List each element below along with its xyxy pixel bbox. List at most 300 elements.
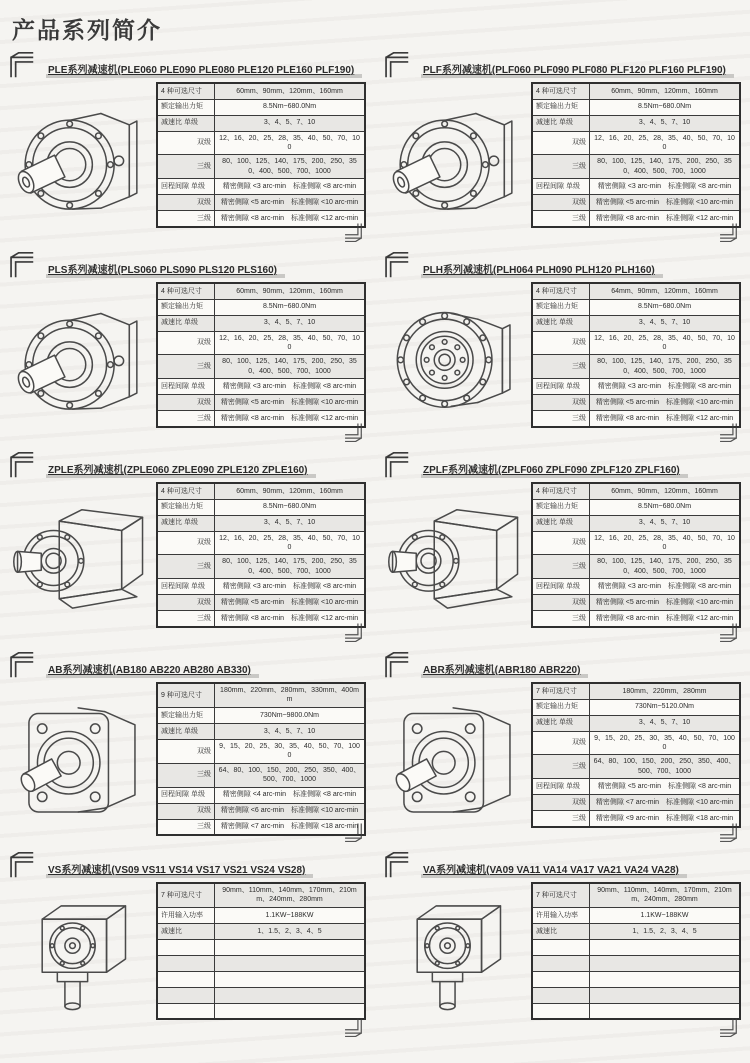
spec-label: 回程间隙 单级	[157, 579, 215, 595]
spec-value	[215, 939, 366, 955]
spec-value: 60mm、90mm、120mm、160mm	[215, 483, 366, 499]
spec-row	[532, 955, 740, 971]
spec-value: 精密侧隙 <3 arc-min 标准侧隙 <8 arc-min	[215, 179, 366, 195]
spec-row	[532, 683, 740, 699]
spec-label	[532, 939, 590, 955]
spec-row	[532, 331, 740, 355]
spec-value: 80、100、125、140、175、200、250、350、400、500、700、1000	[215, 355, 366, 379]
spec-row	[532, 355, 740, 379]
corner-mark-icon	[718, 423, 740, 442]
spec-value: 180mm、220mm、280mm、330mm、400mm	[215, 683, 366, 707]
spec-row	[532, 155, 740, 179]
spec-value: 精密侧隙 <8 arc-min 标准侧隙 <12 arc-min	[215, 211, 366, 227]
spec-label: 三级	[157, 763, 215, 787]
sections-grid	[0, 44, 750, 1039]
corner-mark-icon	[343, 623, 365, 642]
spec-label: 双级	[532, 195, 590, 211]
spec-value	[590, 971, 741, 987]
spec-value	[590, 955, 741, 971]
spec-value: 8.5Nm~680.0Nm	[590, 99, 741, 115]
corner-mark-icon	[718, 1018, 740, 1037]
section-header	[381, 44, 746, 78]
spec-label	[532, 955, 590, 971]
spec-label: 额定输出力矩	[532, 299, 590, 315]
spec-row	[532, 195, 740, 211]
corner-ornament-icon	[6, 852, 36, 878]
spec-label: 双级	[532, 131, 590, 155]
spec-table	[531, 682, 741, 828]
spec-row	[157, 579, 365, 595]
spec-value: 精密侧隙 <4 arc-min 标准侧隙 <8 arc-min	[215, 787, 366, 803]
corner-ornament-icon	[6, 52, 36, 78]
spec-table	[156, 482, 366, 628]
spec-label: 回程间隙 单级	[532, 179, 590, 195]
section-zple	[0, 444, 375, 644]
corner-mark-icon	[718, 223, 740, 242]
series-title: PLS系列减速机(PLS060 PLS090 PLS120 PLS160)	[46, 261, 285, 278]
gearbox-drawing	[381, 280, 531, 435]
spec-value: 12、16、20、25、28、35、40、50、70、100	[590, 331, 741, 355]
spec-label: 减速比 单级	[532, 715, 590, 731]
gearbox-drawing	[381, 680, 531, 835]
section-header	[381, 444, 746, 478]
spec-value	[215, 971, 366, 987]
gearbox-drawing	[6, 880, 156, 1035]
spec-row	[532, 131, 740, 155]
spec-value: 精密侧隙 <7 arc-min 标准侧隙 <18 arc-min	[215, 819, 366, 835]
spec-value: 3、4、5、7、10	[215, 315, 366, 331]
spec-row	[157, 739, 365, 763]
spec-label: 回程间隙 单级	[157, 379, 215, 395]
spec-value: 精密侧隙 <3 arc-min 标准侧隙 <8 arc-min	[590, 579, 741, 595]
spec-label: 4 种可选尺寸	[532, 83, 590, 99]
spec-value: 1、1.5、2、3、4、5	[215, 923, 366, 939]
spec-label: 回程间隙 单级	[157, 179, 215, 195]
series-title: PLE系列减速机(PLE060 PLE090 PLE080 PLE120 PLE160 PLF190)	[46, 61, 362, 78]
spec-value: 80、100、125、140、175、200、250、350、400、500、700、1000	[590, 155, 741, 179]
spec-row	[157, 595, 365, 611]
spec-table	[156, 882, 366, 1020]
spec-value: 60mm、90mm、120mm、160mm	[590, 83, 741, 99]
spec-value: 精密侧隙 <9 arc-min 标准侧隙 <18 arc-min	[590, 811, 741, 827]
section-header	[381, 644, 746, 678]
spec-row	[157, 763, 365, 787]
section-header	[6, 844, 371, 878]
section-ab	[0, 644, 375, 844]
section-header	[381, 844, 746, 878]
spec-row	[532, 283, 740, 299]
spec-value: 精密侧隙 <3 arc-min 标准侧隙 <8 arc-min	[215, 579, 366, 595]
spec-label: 三级	[532, 355, 590, 379]
spec-row	[532, 115, 740, 131]
spec-row	[157, 115, 365, 131]
spec-value	[215, 1003, 366, 1019]
spec-label: 三级	[157, 819, 215, 835]
spec-table	[156, 82, 366, 228]
spec-row	[532, 883, 740, 907]
section-body	[6, 80, 371, 235]
spec-label	[157, 987, 215, 1003]
series-title: PLH系列减速机(PLH064 PLH090 PLH120 PLH160)	[421, 261, 663, 278]
section-body	[6, 280, 371, 435]
spec-label: 回程间隙 单级	[157, 787, 215, 803]
corner-mark-icon	[343, 823, 365, 842]
spec-row	[157, 355, 365, 379]
section-header	[6, 644, 371, 678]
section-vs	[0, 844, 375, 1039]
section-body	[381, 80, 746, 235]
corner-ornament-icon	[381, 52, 411, 78]
spec-label: 三级	[532, 555, 590, 579]
corner-mark-icon	[343, 423, 365, 442]
spec-row	[532, 211, 740, 227]
spec-row	[532, 907, 740, 923]
series-title: VS系列减速机(VS09 VS11 VS14 VS17 VS21 VS24 VS28)	[46, 861, 313, 878]
spec-value: 3、4、5、7、10	[215, 515, 366, 531]
spec-row	[532, 395, 740, 411]
spec-value: 精密侧隙 <5 arc-min 标准侧隙 <10 arc-min	[590, 395, 741, 411]
spec-row	[532, 299, 740, 315]
spec-row	[532, 731, 740, 755]
spec-row	[157, 955, 365, 971]
spec-value: 精密侧隙 <5 arc-min 标准侧隙 <10 arc-min	[215, 195, 366, 211]
spec-value: 3、4、5、7、10	[590, 715, 741, 731]
corner-mark-icon	[718, 823, 740, 842]
spec-label: 三级	[532, 155, 590, 179]
spec-row	[532, 531, 740, 555]
spec-row	[157, 483, 365, 499]
spec-table	[531, 882, 741, 1020]
spec-row	[157, 499, 365, 515]
spec-label: 4 种可选尺寸	[532, 283, 590, 299]
spec-row	[157, 283, 365, 299]
spec-value: 8.5Nm~680.0Nm	[215, 299, 366, 315]
spec-label	[532, 971, 590, 987]
spec-value: 8.5Nm~680.0Nm	[590, 299, 741, 315]
gearbox-drawing	[381, 80, 531, 235]
spec-label: 额定输出力矩	[532, 499, 590, 515]
spec-value: 90mm、110mm、140mm、170mm、210mm、240mm、280mm	[215, 883, 366, 907]
spec-label: 9 种可选尺寸	[157, 683, 215, 707]
spec-value	[590, 987, 741, 1003]
section-header	[6, 44, 371, 78]
spec-row	[157, 555, 365, 579]
spec-label: 减速比	[532, 923, 590, 939]
spec-value: 精密侧隙 <8 arc-min 标准侧隙 <12 arc-min	[215, 411, 366, 427]
spec-row	[157, 707, 365, 723]
spec-label: 双级	[532, 395, 590, 411]
spec-value: 64、80、100、150、200、250、350、400、500、700、1000	[215, 763, 366, 787]
spec-value: 730Nm~9800.0Nm	[215, 707, 366, 723]
spec-row	[532, 971, 740, 987]
gearbox-drawing	[6, 480, 156, 635]
spec-table	[531, 282, 741, 428]
spec-label: 4 种可选尺寸	[157, 83, 215, 99]
spec-value: 60mm、90mm、120mm、160mm	[590, 483, 741, 499]
corner-ornament-icon	[381, 652, 411, 678]
spec-row	[157, 939, 365, 955]
spec-row	[532, 579, 740, 595]
spec-value	[590, 939, 741, 955]
spec-label: 额定输出力矩	[157, 299, 215, 315]
spec-row	[532, 987, 740, 1003]
spec-table	[531, 482, 741, 628]
spec-value: 80、100、125、140、175、200、250、350、400、500、700、1000	[215, 155, 366, 179]
spec-label: 减速比 单级	[532, 315, 590, 331]
spec-label	[532, 987, 590, 1003]
spec-label: 双级	[157, 395, 215, 411]
spec-label: 减速比 单级	[157, 515, 215, 531]
corner-mark-icon	[343, 223, 365, 242]
spec-value: 精密侧隙 <8 arc-min 标准侧隙 <12 arc-min	[590, 411, 741, 427]
section-plf	[375, 44, 750, 244]
gearbox-drawing	[381, 880, 531, 1035]
spec-label: 双级	[157, 739, 215, 763]
spec-label: 三级	[157, 611, 215, 627]
spec-label: 7 种可选尺寸	[157, 883, 215, 907]
section-body	[6, 480, 371, 635]
spec-label: 三级	[532, 811, 590, 827]
spec-value: 精密侧隙 <7 arc-min 标准侧隙 <10 arc-min	[590, 795, 741, 811]
section-body	[381, 880, 746, 1035]
spec-value: 730Nm~5120.0Nm	[590, 699, 741, 715]
corner-mark-icon	[718, 623, 740, 642]
spec-label: 双级	[157, 803, 215, 819]
spec-label	[157, 1003, 215, 1019]
section-zplf	[375, 444, 750, 644]
spec-label: 许用输入功率	[157, 907, 215, 923]
spec-value: 1.1KW~188KW	[590, 907, 741, 923]
spec-row	[157, 971, 365, 987]
spec-label: 三级	[532, 611, 590, 627]
series-title: AB系列减速机(AB180 AB220 AB280 AB330)	[46, 661, 259, 678]
spec-label: 7 种可选尺寸	[532, 683, 590, 699]
spec-value: 60mm、90mm、120mm、160mm	[215, 83, 366, 99]
spec-row	[157, 331, 365, 355]
spec-label	[157, 971, 215, 987]
spec-row	[157, 131, 365, 155]
section-body	[381, 480, 746, 635]
series-title: ZPLF系列减速机(ZPLF060 ZPLF090 ZPLF120 ZPLF160)	[421, 461, 688, 478]
spec-row	[157, 299, 365, 315]
spec-row	[532, 555, 740, 579]
spec-row	[532, 411, 740, 427]
spec-row	[157, 515, 365, 531]
spec-row	[532, 755, 740, 779]
spec-value: 80、100、125、140、175、200、250、350、400、500、700、1000	[215, 555, 366, 579]
spec-value: 精密侧隙 <8 arc-min 标准侧隙 <12 arc-min	[590, 211, 741, 227]
spec-label: 三级	[532, 411, 590, 427]
spec-label: 回程间隙 单级	[532, 379, 590, 395]
section-va	[375, 844, 750, 1039]
spec-row	[157, 611, 365, 627]
section-header	[381, 244, 746, 278]
spec-value: 3、4、5、7、10	[590, 115, 741, 131]
spec-label: 额定输出力矩	[157, 499, 215, 515]
spec-value: 精密侧隙 <5 arc-min 标准侧隙 <10 arc-min	[215, 595, 366, 611]
section-body	[381, 280, 746, 435]
spec-label	[532, 1003, 590, 1019]
spec-label: 三级	[157, 555, 215, 579]
spec-row	[157, 987, 365, 1003]
section-body	[6, 680, 371, 836]
spec-row	[157, 907, 365, 923]
spec-label: 三级	[157, 211, 215, 227]
spec-label: 双级	[157, 595, 215, 611]
page-title: 产品系列简介	[12, 17, 162, 43]
spec-row	[157, 195, 365, 211]
corner-ornament-icon	[6, 452, 36, 478]
spec-value: 精密侧隙 <6 arc-min 标准侧隙 <10 arc-min	[215, 803, 366, 819]
spec-row	[157, 803, 365, 819]
spec-row	[532, 1003, 740, 1019]
spec-row	[157, 723, 365, 739]
spec-label: 减速比	[157, 923, 215, 939]
spec-value: 60mm、90mm、120mm、160mm	[215, 283, 366, 299]
spec-row	[532, 515, 740, 531]
spec-label: 额定输出力矩	[532, 699, 590, 715]
spec-value: 8.5Nm~680.0Nm	[215, 499, 366, 515]
spec-row	[532, 595, 740, 611]
gearbox-drawing	[381, 480, 531, 635]
spec-row	[532, 483, 740, 499]
spec-label: 回程间隙 单级	[532, 779, 590, 795]
spec-label: 减速比 单级	[157, 115, 215, 131]
corner-ornament-icon	[381, 452, 411, 478]
spec-row	[532, 315, 740, 331]
spec-value: 精密侧隙 <5 arc-min 标准侧隙 <10 arc-min	[215, 395, 366, 411]
spec-label: 双级	[532, 795, 590, 811]
section-plh	[375, 244, 750, 444]
spec-value	[215, 987, 366, 1003]
spec-value: 精密侧隙 <3 arc-min 标准侧隙 <8 arc-min	[215, 379, 366, 395]
spec-label	[157, 955, 215, 971]
spec-value: 精密侧隙 <3 arc-min 标准侧隙 <8 arc-min	[590, 179, 741, 195]
spec-value: 精密侧隙 <5 arc-min 标准侧隙 <10 arc-min	[590, 595, 741, 611]
spec-label: 额定输出力矩	[157, 707, 215, 723]
spec-label: 双级	[532, 731, 590, 755]
spec-row	[532, 779, 740, 795]
section-body	[381, 680, 746, 835]
section-body	[6, 880, 371, 1035]
section-header	[6, 244, 371, 278]
spec-label: 三级	[157, 155, 215, 179]
spec-value: 12、16、20、25、28、35、40、50、70、100	[590, 531, 741, 555]
spec-label: 三级	[532, 755, 590, 779]
spec-label: 双级	[532, 531, 590, 555]
spec-row	[532, 939, 740, 955]
spec-value: 9、15、20、25、30、35、40、50、70、1000	[215, 739, 366, 763]
spec-row	[157, 179, 365, 195]
spec-value: 3、4、5、7、10	[215, 115, 366, 131]
spec-row	[157, 923, 365, 939]
spec-row	[157, 315, 365, 331]
spec-value: 1.1KW~188KW	[215, 907, 366, 923]
spec-label: 三级	[157, 355, 215, 379]
spec-label: 双级	[532, 331, 590, 355]
section-pls	[0, 244, 375, 444]
series-title: ABR系列减速机(ABR180 ABR220)	[421, 661, 588, 678]
gearbox-drawing	[6, 680, 156, 835]
spec-value: 80、100、125、140、175、200、250、350、400、500、700、1000	[590, 555, 741, 579]
spec-row	[532, 379, 740, 395]
spec-value: 90mm、110mm、140mm、170mm、210mm、240mm、280mm	[590, 883, 741, 907]
spec-label: 双级	[157, 131, 215, 155]
spec-row	[157, 819, 365, 835]
spec-value	[215, 955, 366, 971]
spec-value: 80、100、125、140、175、200、250、350、400、500、700、1000	[590, 355, 741, 379]
spec-row	[532, 499, 740, 515]
spec-value: 12、16、20、25、28、35、40、50、70、100	[215, 131, 366, 155]
spec-row	[532, 179, 740, 195]
spec-label	[157, 939, 215, 955]
spec-row	[157, 883, 365, 907]
spec-label: 三级	[532, 211, 590, 227]
spec-label: 额定输出力矩	[532, 99, 590, 115]
spec-label: 减速比 单级	[157, 723, 215, 739]
series-title: PLF系列减速机(PLF060 PLF090 PLF080 PLF120 PLF160 PLF190)	[421, 61, 734, 78]
corner-mark-icon	[343, 1018, 365, 1037]
spec-row	[157, 395, 365, 411]
spec-value: 精密侧隙 <3 arc-min 标准侧隙 <8 arc-min	[590, 379, 741, 395]
spec-row	[157, 83, 365, 99]
spec-value: 精密侧隙 <5 arc-min 标准侧隙 <8 arc-min	[590, 779, 741, 795]
series-title: ZPLE系列减速机(ZPLE060 ZPLE090 ZPLE120 ZPLE160)	[46, 461, 316, 478]
section-ple	[0, 44, 375, 244]
spec-label: 回程间隙 单级	[532, 579, 590, 595]
section-header	[6, 444, 371, 478]
corner-ornament-icon	[6, 252, 36, 278]
spec-value: 精密侧隙 <8 arc-min 标准侧隙 <12 arc-min	[590, 611, 741, 627]
spec-label: 许用输入功率	[532, 907, 590, 923]
spec-value: 3、4、5、7、10	[590, 515, 741, 531]
spec-row	[157, 99, 365, 115]
corner-ornament-icon	[6, 652, 36, 678]
spec-row	[532, 699, 740, 715]
series-title: VA系列减速机(VA09 VA11 VA14 VA17 VA21 VA24 VA28)	[421, 861, 687, 878]
spec-label: 4 种可选尺寸	[532, 483, 590, 499]
spec-value: 8.5Nm~680.0Nm	[590, 499, 741, 515]
spec-value: 1、1.5、2、3、4、5	[590, 923, 741, 939]
spec-row	[532, 99, 740, 115]
spec-row	[157, 155, 365, 179]
spec-value: 精密侧隙 <5 arc-min 标准侧隙 <10 arc-min	[590, 195, 741, 211]
spec-table	[156, 282, 366, 428]
spec-value: 12、16、20、25、28、35、40、50、70、100	[215, 331, 366, 355]
spec-label: 7 种可选尺寸	[532, 883, 590, 907]
spec-row	[157, 531, 365, 555]
spec-row	[157, 211, 365, 227]
spec-value: 9、15、20、25、30、35、40、50、70、1000	[590, 731, 741, 755]
spec-row	[157, 683, 365, 707]
spec-value: 64mm、90mm、120mm、160mm	[590, 283, 741, 299]
spec-label: 4 种可选尺寸	[157, 283, 215, 299]
spec-row	[532, 715, 740, 731]
spec-value: 64、80、100、150、200、250、350、400、500、700、1000	[590, 755, 741, 779]
spec-row	[532, 83, 740, 99]
spec-row	[532, 923, 740, 939]
spec-row	[532, 795, 740, 811]
spec-label: 双级	[157, 531, 215, 555]
spec-label: 额定输出力矩	[157, 99, 215, 115]
spec-value: 12、16、20、25、28、35、40、50、70、100	[590, 131, 741, 155]
spec-row	[157, 379, 365, 395]
spec-value: 3、4、5、7、10	[590, 315, 741, 331]
spec-label: 减速比 单级	[532, 115, 590, 131]
corner-ornament-icon	[381, 252, 411, 278]
spec-table	[156, 682, 366, 836]
spec-label: 双级	[157, 331, 215, 355]
